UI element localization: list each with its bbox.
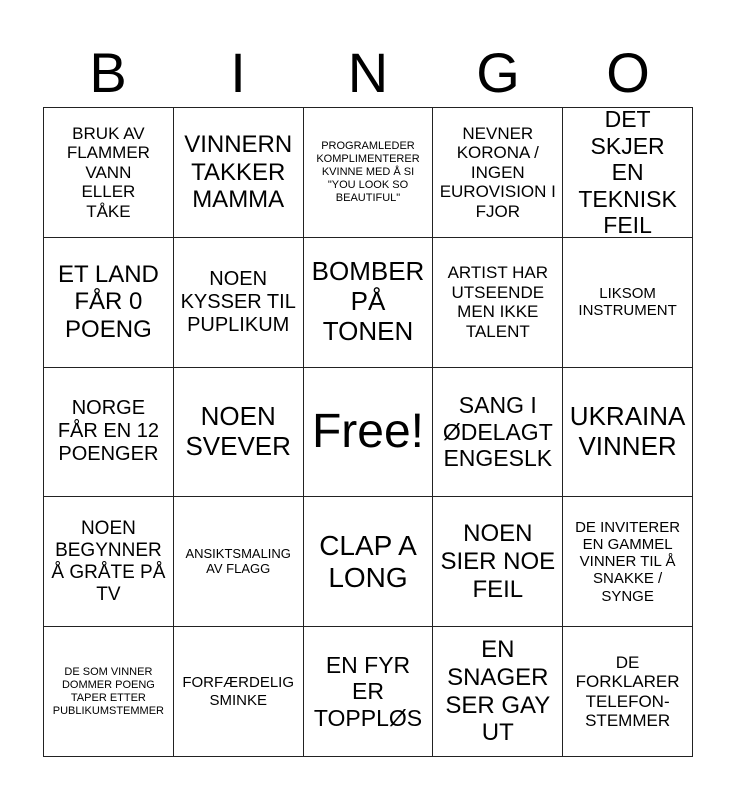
- cell-text: LIKSOM INSTRUMENT: [578, 284, 677, 320]
- cell-text: UKRAINA VINNER: [569, 401, 686, 461]
- bingo-cell[interactable]: [44, 238, 174, 368]
- bingo-cell[interactable]: [44, 627, 174, 757]
- cell-text: Free!: [311, 405, 424, 459]
- bingo-cell[interactable]: [174, 627, 304, 757]
- bingo-cell[interactable]: [174, 368, 304, 498]
- bingo-header: [43, 40, 693, 106]
- bingo-cell[interactable]: [304, 627, 434, 757]
- bingo-cell[interactable]: [563, 238, 693, 368]
- header-letter-o: O: [606, 41, 650, 104]
- header-letter-n: N: [347, 41, 389, 104]
- cell-text: EN FYR ER TOPPLØS: [313, 651, 423, 731]
- cell-text: NOEN SIER NOE FEIL: [440, 520, 556, 603]
- cell-text: CLAP A LONG: [319, 529, 417, 593]
- free-space-cell[interactable]: [304, 368, 434, 498]
- cell-text: DE INVITERER EN GAMMEL VINNER TIL Å SNAKKE / SYNGE: [575, 518, 681, 605]
- bingo-cell[interactable]: [563, 368, 693, 498]
- bingo-cell[interactable]: [174, 108, 304, 238]
- cell-text: VINNERN TAKKER MAMMA: [184, 131, 293, 214]
- cell-text: DE SOM VINNER DOMMER POENG TAPER ETTER PUBLIKUMSTEMMER: [52, 665, 165, 717]
- header-letter-b: B: [89, 41, 127, 104]
- bingo-cell[interactable]: [44, 108, 174, 238]
- cell-text: PROGRAMLEDER KOMPLIMENTERER KVINNE MED Å SI "YOU LOOK SO BEAUTIFUL": [316, 139, 420, 204]
- cell-text: ARTIST HAR UTSEENDE MEN IKKE TALENT: [447, 263, 549, 341]
- bingo-cell[interactable]: [174, 497, 304, 627]
- bingo-cell[interactable]: [433, 497, 563, 627]
- cell-text: BRUK AV FLAMMER VANN ELLER TÅKE: [66, 123, 150, 221]
- bingo-cell[interactable]: [563, 108, 693, 238]
- bingo-cell[interactable]: [563, 497, 693, 627]
- bingo-cell[interactable]: [304, 497, 434, 627]
- cell-text: EN SNAGER SER GAY UT: [445, 636, 551, 747]
- cell-text: ET LAND FÅR 0 POENG: [57, 260, 159, 343]
- cell-text: NOEN KYSSER TIL PUPLIKUM: [180, 267, 296, 336]
- bingo-cell[interactable]: [433, 368, 563, 498]
- cell-text: NOEN BEGYNNER Å GRÅTE PÅ TV: [51, 518, 166, 605]
- cell-text: ANSIKTSMALING AV FLAGG: [185, 545, 291, 576]
- cell-text: FORFÆRDELIG SMINKE: [182, 674, 295, 709]
- bingo-cell[interactable]: [433, 108, 563, 238]
- cell-text: SANG I ØDELAGT ENGESLK: [442, 392, 553, 472]
- cell-text: NEVNER KORONA / INGEN EUROVISION I FJOR: [439, 123, 556, 221]
- bingo-cell[interactable]: [563, 627, 693, 757]
- cell-text: DET SKJER EN TEKNISK FEIL: [578, 108, 677, 238]
- bingo-cell[interactable]: [433, 238, 563, 368]
- bingo-cell[interactable]: [304, 238, 434, 368]
- cell-text: BOMBER PÅ TONEN: [311, 256, 425, 347]
- cell-text: NORGE FÅR EN 12 POENGER: [57, 397, 159, 466]
- cell-text: NOEN SVEVER: [185, 401, 291, 461]
- bingo-cell[interactable]: [44, 497, 174, 627]
- bingo-cell[interactable]: [44, 368, 174, 498]
- bingo-cell[interactable]: [174, 238, 304, 368]
- cell-text: DE FORKLARER TELEFON-STEMMER: [575, 652, 680, 731]
- header-letter-i: I: [230, 41, 246, 104]
- bingo-grid: [43, 107, 693, 757]
- header-letter-g: G: [476, 41, 520, 104]
- bingo-cell[interactable]: [304, 108, 434, 238]
- bingo-cell[interactable]: [433, 627, 563, 757]
